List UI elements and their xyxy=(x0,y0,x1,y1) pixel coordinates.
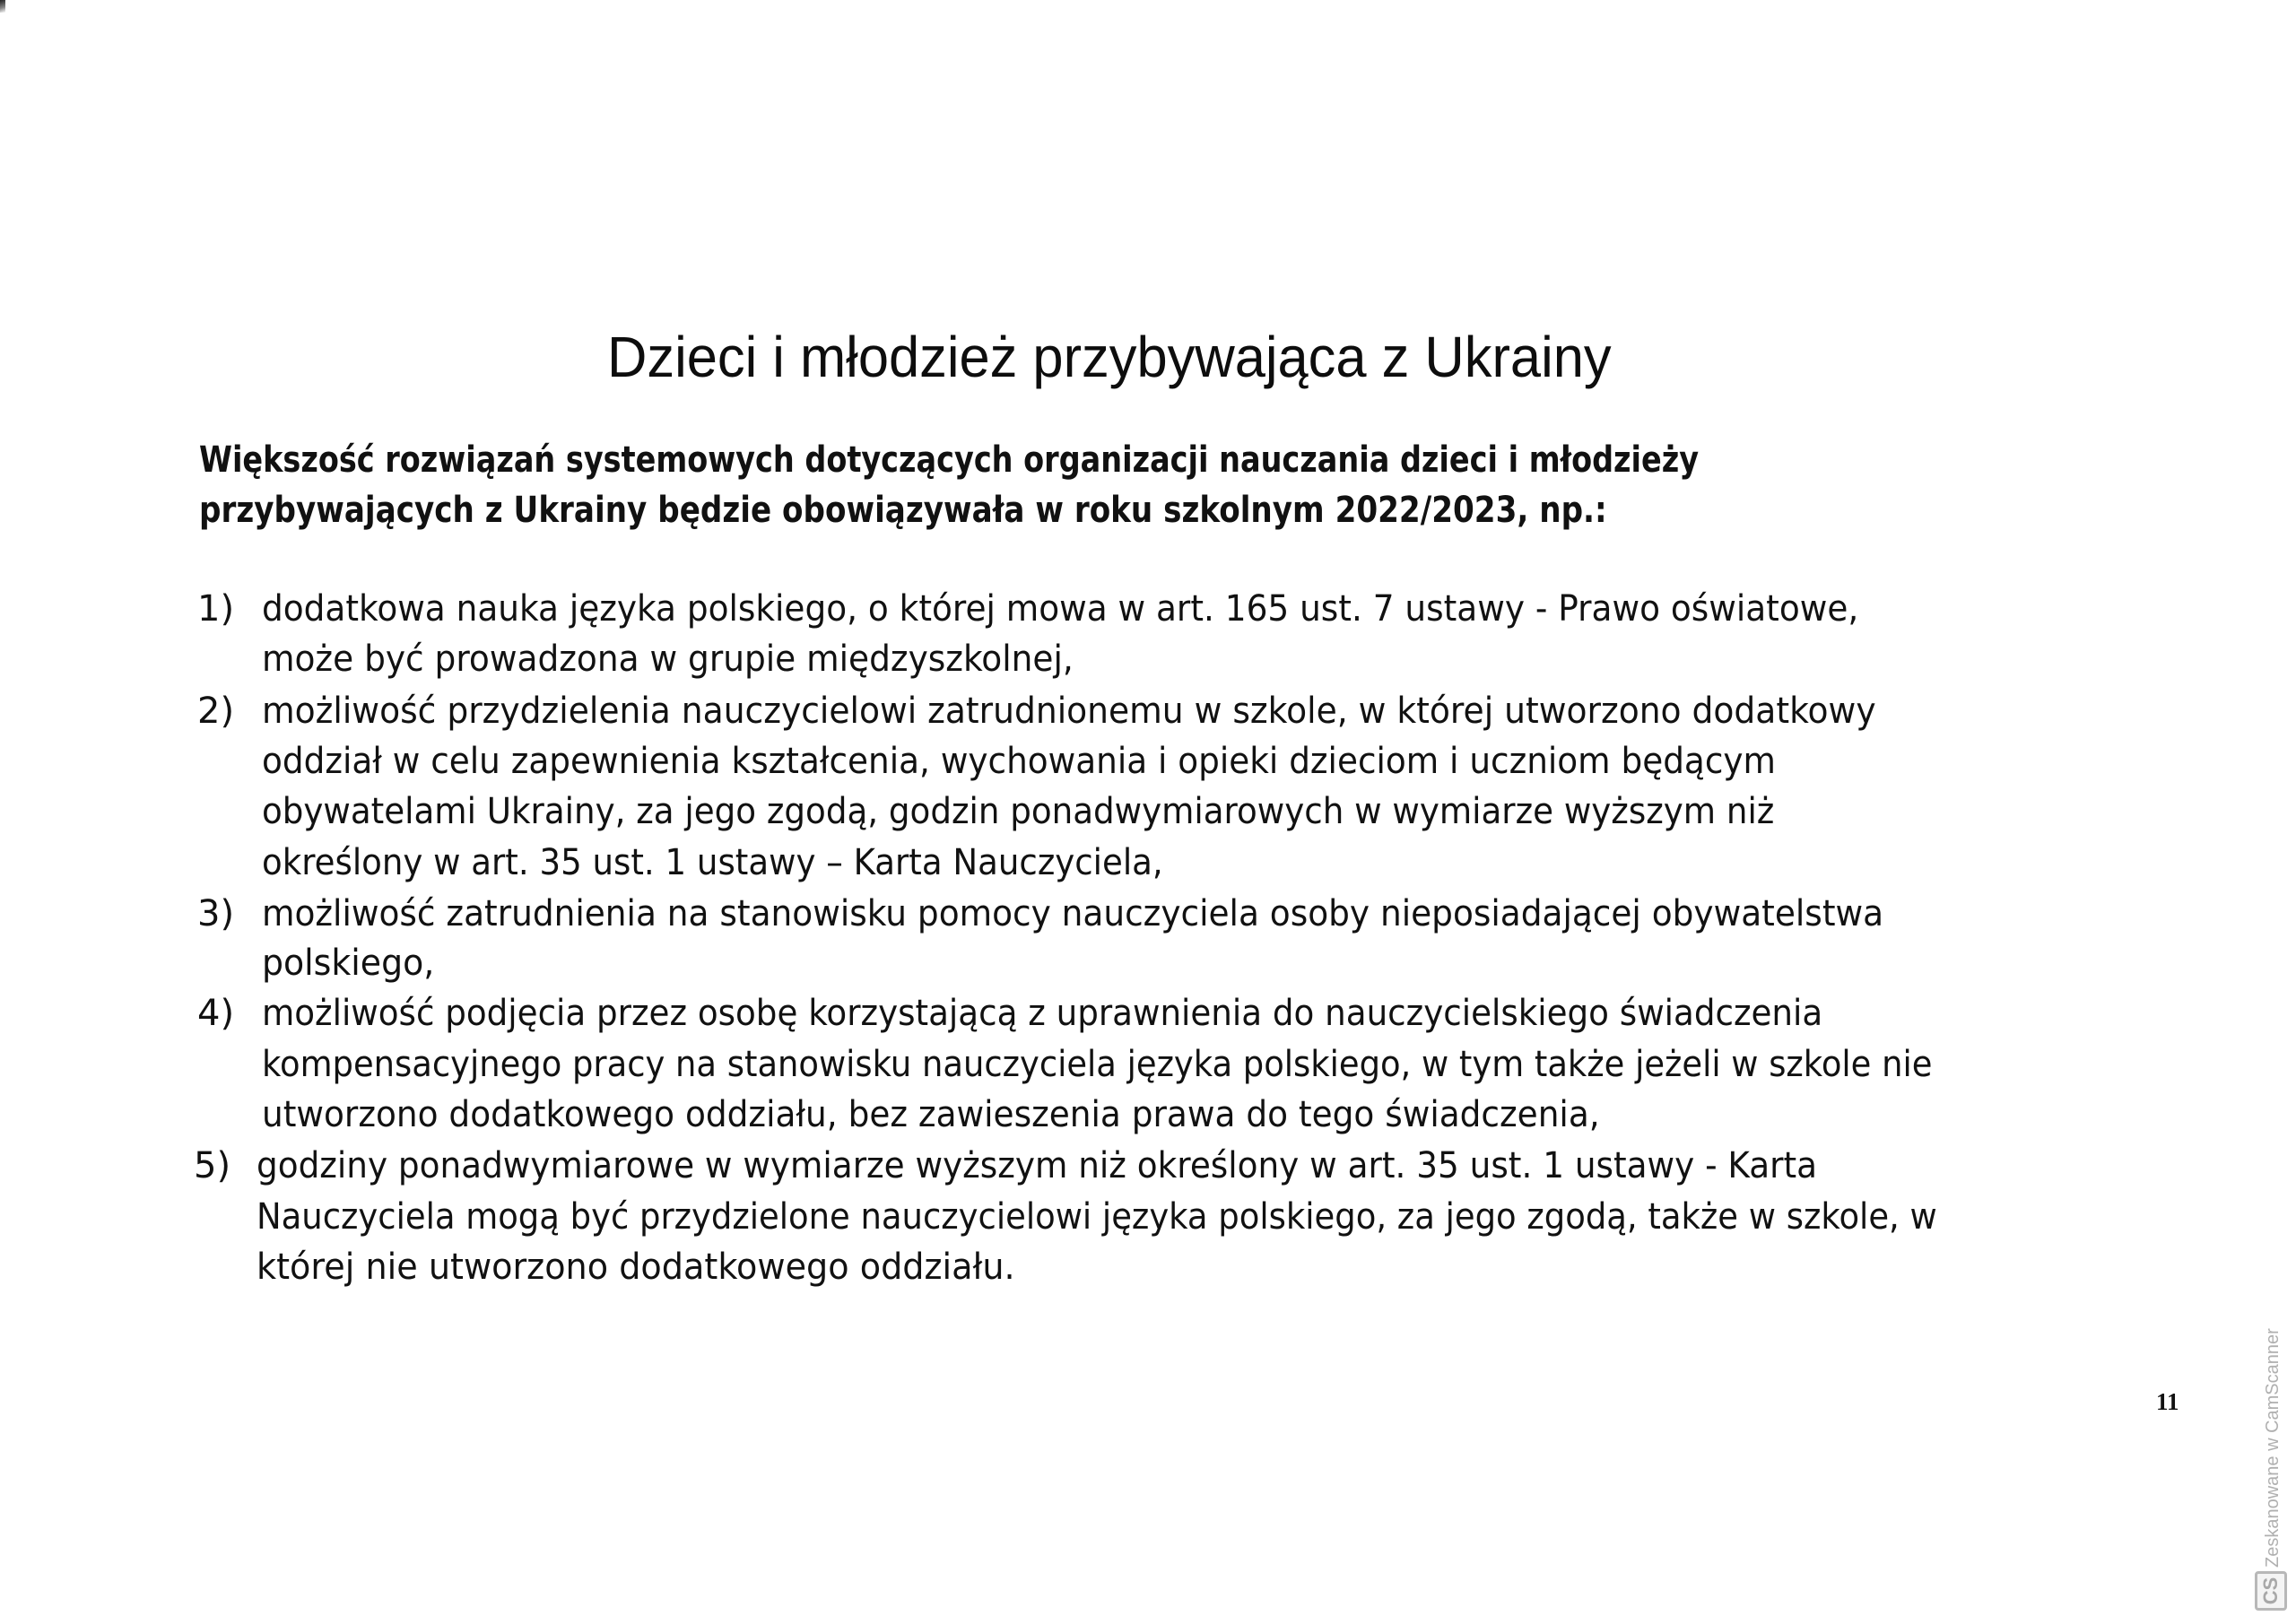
list-item-line: możliwość podjęcia przez osobę korzystającą z uprawnienia do nauczycielskiego świadczenia xyxy=(262,993,1823,1034)
list-number: 5) xyxy=(194,1145,231,1186)
list-number: 2) xyxy=(197,691,235,732)
watermark-text: Zeskanowane w CamScanner xyxy=(2263,1328,2283,1568)
page-number: 11 xyxy=(2156,1388,2179,1415)
list-item-line: której nie utworzono dodatkowego oddziału. xyxy=(257,1247,1015,1288)
intro-line: Większość rozwiązań systemowych dotyczących organizacji nauczania dzieci i młodzieży xyxy=(199,439,1700,481)
list-number: 4) xyxy=(197,993,235,1034)
list-item-line: oddział w celu zapewnienia kształcenia, wychowania i opieki dzieciom i uczniom będącym xyxy=(262,741,1776,782)
list-item-line: możliwość zatrudnienia na stanowisku pomocy nauczyciela osoby nieposiadającej obywatelstwa xyxy=(262,893,1884,934)
camscanner-watermark xyxy=(2255,1327,2291,1614)
camscanner-logo-icon xyxy=(2255,1571,2287,1611)
list-number: 1) xyxy=(197,588,235,630)
list-item-line: polskiego, xyxy=(262,943,435,984)
list-item-line: utworzono dodatkowego oddziału, bez zawieszenia prawa do tego świadczenia, xyxy=(262,1094,1600,1135)
list-item-line: określony w art. 35 ust. 1 ustawy – Karta Nauczyciela, xyxy=(262,842,1163,883)
list-item-line: dodatkowa nauka języka polskiego, o której mowa w art. 165 ust. 7 ustawy - Prawo oświatowe, xyxy=(262,588,1859,630)
list-item-line: kompensacyjnego pracy na stanowisku nauczyciela języka polskiego, w tym także jeżeli w szkole nie xyxy=(262,1044,1933,1085)
list-item-line: Nauczyciela mogą być przydzielone nauczycielowi języka polskiego, za jego zgodą, także w szkole, w xyxy=(257,1196,1937,1238)
list-item-line: godziny ponadwymiarowe w wymiarze wyższym niż określony w art. 35 ust. 1 ustawy - Karta xyxy=(257,1145,1818,1186)
list-number: 3) xyxy=(197,893,235,934)
page-title: Dzieci i młodzież przybywająca z Ukrainy xyxy=(607,325,1612,389)
camscanner-logo-text: CS xyxy=(2259,1577,2282,1605)
intro-line: przybywających z Ukrainy będzie obowiązywała w roku szkolnym 2022/2023, np.: xyxy=(199,490,1607,531)
list-item-line: obywatelami Ukrainy, za jego zgodą, godzin ponadwymiarowych w wymiarze wyższym niż xyxy=(262,791,1775,832)
scan-edge-mark xyxy=(0,0,5,13)
list-item-line: może być prowadzona w grupie międzyszkolnej, xyxy=(262,639,1074,680)
list-item-line: możliwość przydzielenia nauczycielowi zatrudnionemu w szkole, w której utworzono dodatkowy xyxy=(262,691,1876,732)
